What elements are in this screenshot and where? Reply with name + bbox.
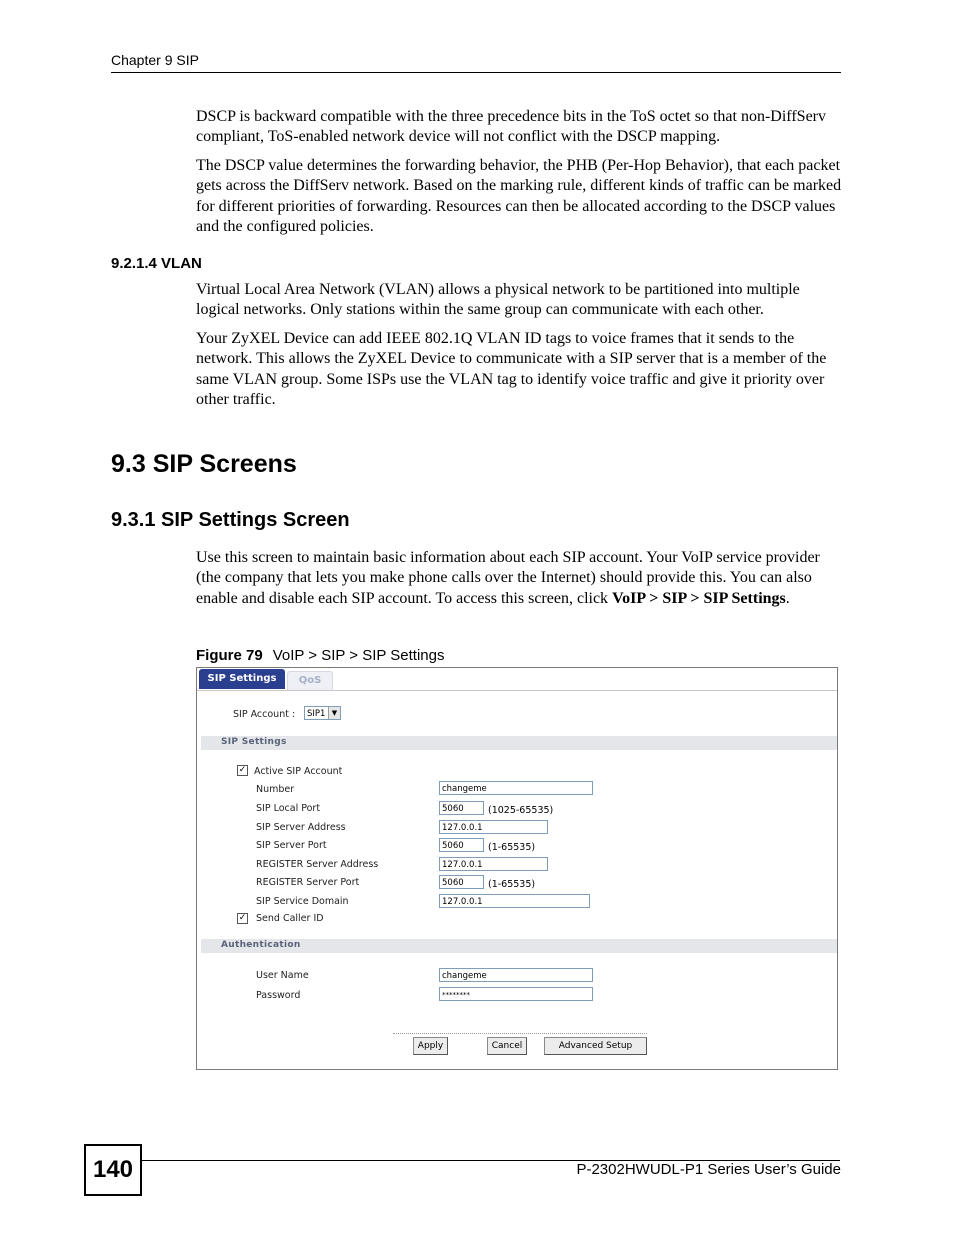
sip-server-address-label: SIP Server Address: [256, 822, 346, 833]
sip-server-port-field[interactable]: 5060: [439, 838, 484, 852]
figure-caption: [196, 647, 444, 664]
paragraph-text: Use this screen to maintain basic information about each SIP account. Your VoIP service provider (the company that lets you make phone calls over the Internet) should provide this. You can also enable and disable each SIP account. To access this screen, click: [196, 549, 820, 607]
chevron-down-icon: ▼: [328, 707, 340, 719]
active-sip-account-label: Active SIP Account: [254, 766, 343, 777]
sip-account-value: SIP1: [307, 709, 326, 719]
advanced-setup-button[interactable]: Advanced Setup: [544, 1037, 647, 1055]
register-server-port-label: REGISTER Server Port: [256, 877, 360, 888]
guide-title: P-2302HWUDL-P1 Series User’s Guide: [576, 1161, 841, 1178]
sip-local-port-label: SIP Local Port: [256, 803, 321, 814]
number-field[interactable]: changeme: [439, 781, 593, 795]
sip-server-address-field[interactable]: 127.0.0.1: [439, 820, 548, 834]
paragraph-sip-settings: [196, 548, 844, 609]
paragraph-vlan-tags: Your ZyXEL Device can add IEEE 802.1Q VLAN ID tags to voice frames that it sends to the network. This allows the ZyXEL Device to communicate with a SIP server that is a member of the same VLAN group. Some ISPs use the VLAN tag to identify voice traffic and give it priority over other traffic.: [196, 330, 827, 408]
sip-server-port-label: SIP Server Port: [256, 840, 327, 851]
paragraph-end: .: [785, 589, 790, 607]
cancel-button[interactable]: Cancel: [487, 1037, 527, 1055]
tab-bar: [197, 668, 837, 691]
button-divider: [393, 1033, 647, 1034]
sip-account-label: SIP Account :: [233, 709, 296, 720]
section-sip-settings-label: SIP Settings: [221, 737, 287, 747]
send-caller-id-label: Send Caller ID: [256, 913, 324, 924]
figure-title: VoIP > SIP > SIP Settings: [272, 647, 445, 664]
sip-service-domain-field[interactable]: 127.0.0.1: [439, 894, 590, 908]
register-server-port-field[interactable]: 5060: [439, 875, 484, 889]
section-authentication-label: Authentication: [221, 940, 301, 950]
page-number: 140: [84, 1144, 142, 1196]
register-server-address-label: REGISTER Server Address: [256, 859, 379, 870]
active-sip-account-checkbox[interactable]: ✓: [238, 765, 247, 775]
section-heading: 9.3 SIP Screens: [111, 450, 297, 478]
menu-path: VoIP > SIP > SIP Settings: [612, 589, 786, 607]
send-caller-id-checkbox[interactable]: ✓: [238, 913, 247, 923]
sip-local-port-field[interactable]: 5060: [439, 801, 484, 815]
subsection-heading: 9.3.1 SIP Settings Screen: [111, 509, 350, 531]
user-name-label: User Name: [256, 970, 309, 981]
password-label: Password: [256, 990, 301, 1001]
section-authentication: [201, 939, 837, 953]
sip-server-port-hint: (1-65535): [488, 842, 536, 853]
register-server-port-hint: (1-65535): [488, 879, 536, 890]
sip-account-select[interactable]: [304, 706, 341, 720]
paragraph-vlan-intro: Virtual Local Area Network (VLAN) allows a physical network to be partitioned into multiple logical networks. Only stations within the same group can communicate with each other.: [196, 281, 800, 319]
sip-settings-screenshot: [196, 667, 838, 1070]
section-sip-settings: [201, 736, 837, 750]
chapter-header: Chapter 9 SIP: [111, 52, 199, 68]
number-label: Number: [256, 784, 295, 795]
user-name-field[interactable]: changeme: [439, 968, 593, 982]
password-field[interactable]: ********: [439, 987, 593, 1001]
apply-button[interactable]: Apply: [413, 1037, 448, 1055]
sip-local-port-hint: (1025-65535): [488, 805, 554, 816]
register-server-address-field[interactable]: 127.0.0.1: [439, 857, 548, 871]
header-rule: [111, 72, 841, 73]
paragraph-dscp-compat: DSCP is backward compatible with the three precedence bits in the ToS octet so that non-DiffServ compliant, ToS-enabled network device will not conflict with the DSCP mapping.: [196, 108, 826, 146]
sip-service-domain-label: SIP Service Domain: [256, 896, 349, 907]
figure-number: Figure 79: [196, 647, 263, 664]
heading-vlan: 9.2.1.4 VLAN: [111, 255, 202, 272]
paragraph-dscp-value: The DSCP value determines the forwarding behavior, the PHB (Per-Hop Behavior), that each packet gets across the DiffServ network. Based on the marking rule, different kinds of traffic can be marked for different priorities of forwarding. Resources can then be allocated according to the DSCP values and the configured policies.: [196, 157, 842, 235]
tab-sip-settings[interactable]: SIP Settings: [199, 669, 285, 689]
tab-qos[interactable]: QoS: [287, 671, 333, 690]
